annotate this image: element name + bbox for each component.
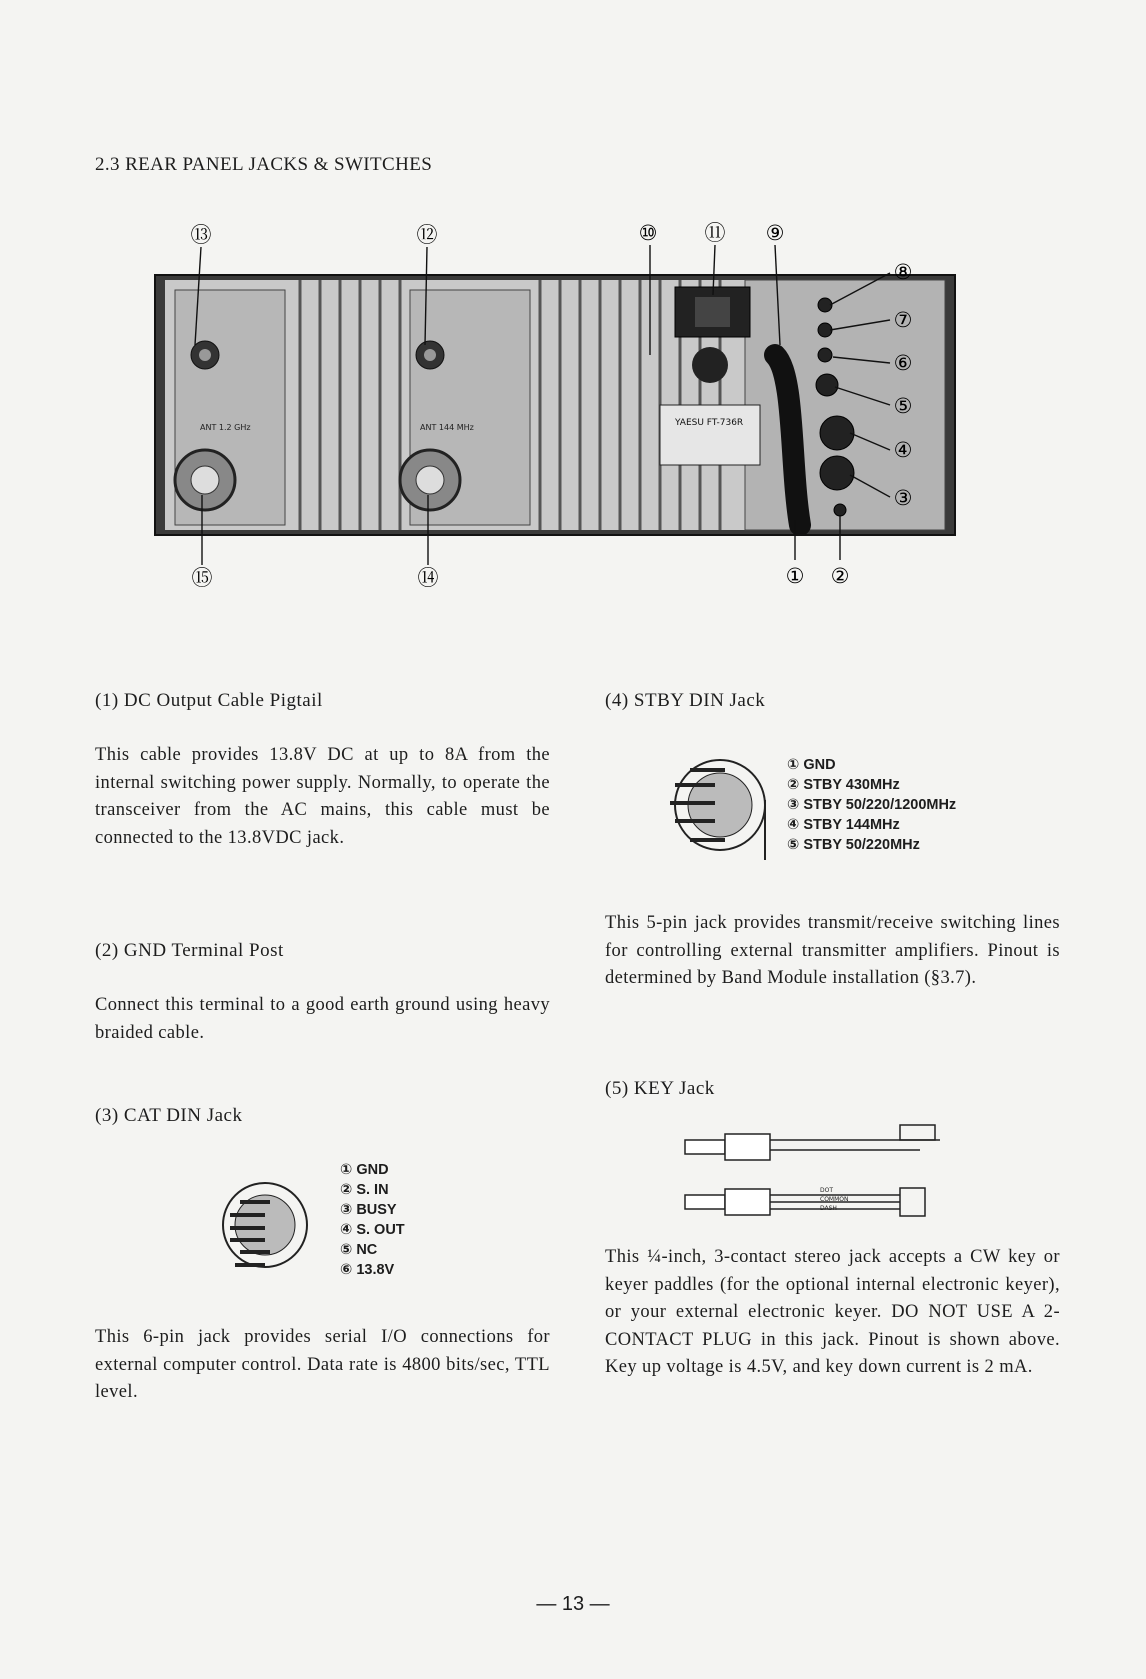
callout-1: ① — [785, 564, 805, 588]
callout-3: ③ — [893, 486, 913, 510]
section-4-body: This 5-pin jack provides transmit/receive switching lines for controlling external transmitter amplifiers. Pinout is determined by Band Module installation (§3.7). — [605, 913, 1060, 988]
key-plug-wiring-drawing — [680, 1110, 950, 1220]
plug-label-dash: DASH — [820, 1205, 837, 1212]
callout-13: ⑬ — [190, 223, 212, 247]
callout-11: ⑪ — [704, 221, 726, 245]
callout-2: ② — [830, 564, 850, 588]
cat-pin-6: ⑥ 13.8V — [340, 1262, 395, 1278]
svg-text:YAESU FT-736R: YAESU FT-736R — [675, 418, 744, 428]
rear-panel-svg — [95, 205, 1065, 635]
ant-1200-label: ANT 1.2 GHz — [200, 423, 251, 432]
plug-label-dot: DOT — [820, 1187, 834, 1194]
callout-14: ⑭ — [417, 566, 439, 590]
cat-din-pinout — [340, 1160, 405, 1280]
callout-12: ⑫ — [416, 223, 438, 247]
cat-din-connector-drawing — [210, 1170, 330, 1280]
cat-pin-5: ⑤ NC — [340, 1242, 378, 1258]
section-2-title: (2) GND Terminal Post — [95, 940, 284, 961]
stby-pin-2: ② STBY 430MHz — [787, 777, 900, 793]
section-3-title: (3) CAT DIN Jack — [95, 1105, 243, 1126]
stby-din-pinout — [787, 755, 956, 855]
stby-din-connector-drawing — [655, 745, 780, 870]
section-1-title: (1) DC Output Cable Pigtail — [95, 690, 323, 711]
nameplate — [660, 405, 760, 465]
cat-pin-1: ① GND — [340, 1162, 389, 1178]
stby-pin-3: ③ STBY 50/220/1200MHz — [787, 797, 957, 813]
section-heading: 2.3 REAR PANEL JACKS & SWITCHES — [95, 154, 433, 175]
callout-8: ⑧ — [893, 260, 913, 284]
callout-10: ⑩ — [638, 221, 658, 245]
section-4-title: (4) STBY DIN Jack — [605, 690, 766, 711]
stby-pin-1: ① GND — [787, 757, 836, 773]
section-5-title: (5) KEY Jack — [605, 1078, 715, 1099]
cat-pin-2: ② S. IN — [340, 1182, 389, 1198]
section-5-body: This ¼-inch, 3-contact stereo jack accepts a CW key or keyer paddles (for the optional internal electronic keyer), or your external electronic keyer. DO NOT USE A 2-CONTACT PLUG in this jack. Pinout is shown above. Key up voltage is 4.5V, and key down current is 2 mA. — [605, 1247, 1060, 1377]
plug-label-common: COMMON — [820, 1196, 849, 1203]
cat-pin-3: ③ BUSY — [340, 1202, 397, 1218]
rear-panel-illustration — [95, 205, 1065, 635]
section-3-body: This 6-pin jack provides serial I/O connections for external computer control. Data rate is 4800 bits/sec, TTL level. — [95, 1327, 550, 1402]
cat-pin-4: ④ S. OUT — [340, 1222, 405, 1238]
callout-4: ④ — [893, 438, 913, 462]
callout-9: ⑨ — [765, 221, 785, 245]
callout-7: ⑦ — [893, 308, 913, 332]
callout-6: ⑥ — [893, 351, 913, 375]
section-1-body: This cable provides 13.8V DC at up to 8A from the internal switching power supply. Normally, to operate the transceiver from the AC mains, this cable must be connected to the 13.8VDC jack. — [95, 745, 550, 848]
page-number: — 13 — — [536, 1593, 610, 1615]
ant-144-label: ANT 144 MHz — [420, 423, 474, 432]
stby-pin-4: ④ STBY 144MHz — [787, 817, 900, 833]
callout-5: ⑤ — [893, 394, 913, 418]
section-2-body: Connect this terminal to a good earth ground using heavy braided cable. — [95, 995, 550, 1043]
callout-15: ⑮ — [191, 566, 213, 590]
stby-pin-5: ⑤ STBY 50/220MHz — [787, 837, 920, 853]
